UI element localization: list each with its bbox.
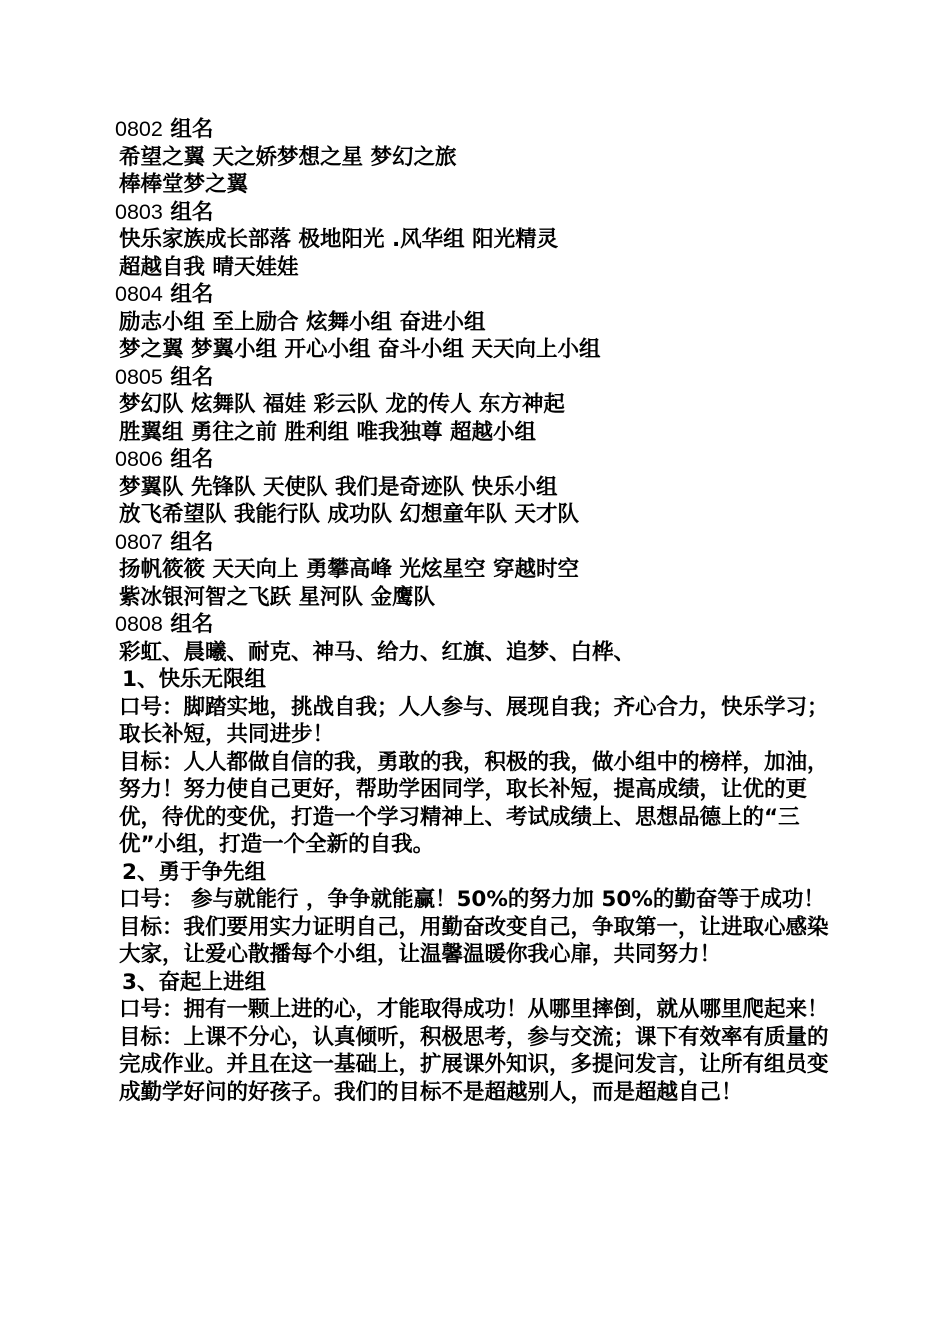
section-code: 0805 (115, 364, 163, 389)
section-label: 组名 (170, 447, 214, 472)
group-names-line: 快乐家族成长部落 极地阳光 .风华组 阳光精灵 (119, 227, 559, 252)
group-title: 1、快乐无限组 (122, 667, 266, 692)
group-names-line: 超越自我 晴天娃娃 (119, 254, 299, 280)
group-goal: 目标：我们要用实力证明自己，用勤奋改变自己，争取第一，让进取心感染大家，让爱心散播每个小组，让温馨温暖你我心扉，共同努力！ (119, 914, 829, 967)
group-names-line: 希望之翼 天之娇梦想之星 梦幻之旅 (119, 144, 457, 170)
section-heading-0805 (115, 364, 835, 392)
section-code: 0808 (115, 612, 163, 636)
group-names-line: 紫冰银河智之飞跃 星河队 金鹰队 (119, 584, 435, 610)
section-heading-0808 (115, 611, 835, 639)
section-code: 0806 (115, 447, 163, 471)
section-heading-0804 (115, 281, 835, 309)
group-slogan: 口号：脚踏实地，挑战自我；人人参与、展现自我；齐心合力，快乐学习；取长补短，共同进步！ (119, 694, 829, 747)
group-names-line: 励志小组 至上励合 炫舞小组 奋进小组 (119, 309, 486, 335)
section-code: 0802 (115, 117, 163, 141)
section-heading-0807 (115, 529, 835, 557)
section-label: 组名 (170, 612, 214, 637)
group-title: 3、奋起上进组 (122, 969, 266, 995)
section-label: 组名 (170, 282, 214, 307)
group-names-line: 扬帆筱筱 天天向上 勇攀高峰 光炫星空 穿越时空 (119, 557, 579, 582)
group-names-line: 棒棒堂梦之翼 (119, 172, 249, 197)
group-names-line: 放飞希望队 我能行队 成功队 幻想童年队 天才队 (119, 502, 579, 527)
group-names-line: 梦之翼 梦翼小组 开心小组 奋斗小组 天天向上小组 (119, 337, 601, 362)
group-names-line: 彩虹、晨曦、耐克、神马、给力、红旗、追梦、白桦、 (119, 639, 636, 665)
group-names-line: 胜翼组 勇往之前 胜利组 唯我独尊 超越小组 (119, 419, 536, 445)
section-code: 0803 (115, 199, 163, 224)
group-names-line: 梦翼队 先锋队 天使队 我们是奇迹队 快乐小组 (119, 474, 558, 500)
section-label: 组名 (170, 529, 214, 555)
section-label: 组名 (170, 117, 214, 142)
section-heading-0803 (115, 199, 835, 227)
document-body (115, 116, 835, 1106)
section-heading-0802 (115, 116, 835, 144)
group-goal: 目标：上课不分心，认真倾听，积极思考，参与交流；课下有效率有质量的完成作业。并且在这一基础上，扩展课外知识，多提问发言，让所有组员变成勤学好问的好孩子。我们的目标不是超越别人，而是超越自己！ (119, 1024, 829, 1105)
group-slogan: 口号： 参与就能行 ，争争就能赢！50%的努力加 50%的勤奋等于成功！ (119, 887, 825, 912)
group-names-line: 梦幻队 炫舞队 福娃 彩云队 龙的传人 东方神起 (119, 392, 565, 417)
section-code: 0804 (115, 282, 163, 306)
section-label: 组名 (170, 364, 214, 390)
section-code: 0807 (115, 529, 163, 554)
group-goal: 目标：人人都做自信的我，勇敢的我，积极的我，做小组中的榜样，加油，努力！努力使自己更好，帮助学困同学，取长补短，提高成绩，让优的更优，待优的变优，打造一个学习精神上、考试成绩上、思想品德上的“三优”小组，打造一个全新的自我。 (119, 749, 829, 857)
group-slogan: 口号：拥有一颗上进的心，才能取得成功！从哪里摔倒，就从哪里爬起来！ (119, 997, 829, 1022)
group-title: 2、勇于争先组 (122, 859, 266, 885)
section-label: 组名 (170, 199, 214, 225)
section-heading-0806 (115, 446, 835, 474)
